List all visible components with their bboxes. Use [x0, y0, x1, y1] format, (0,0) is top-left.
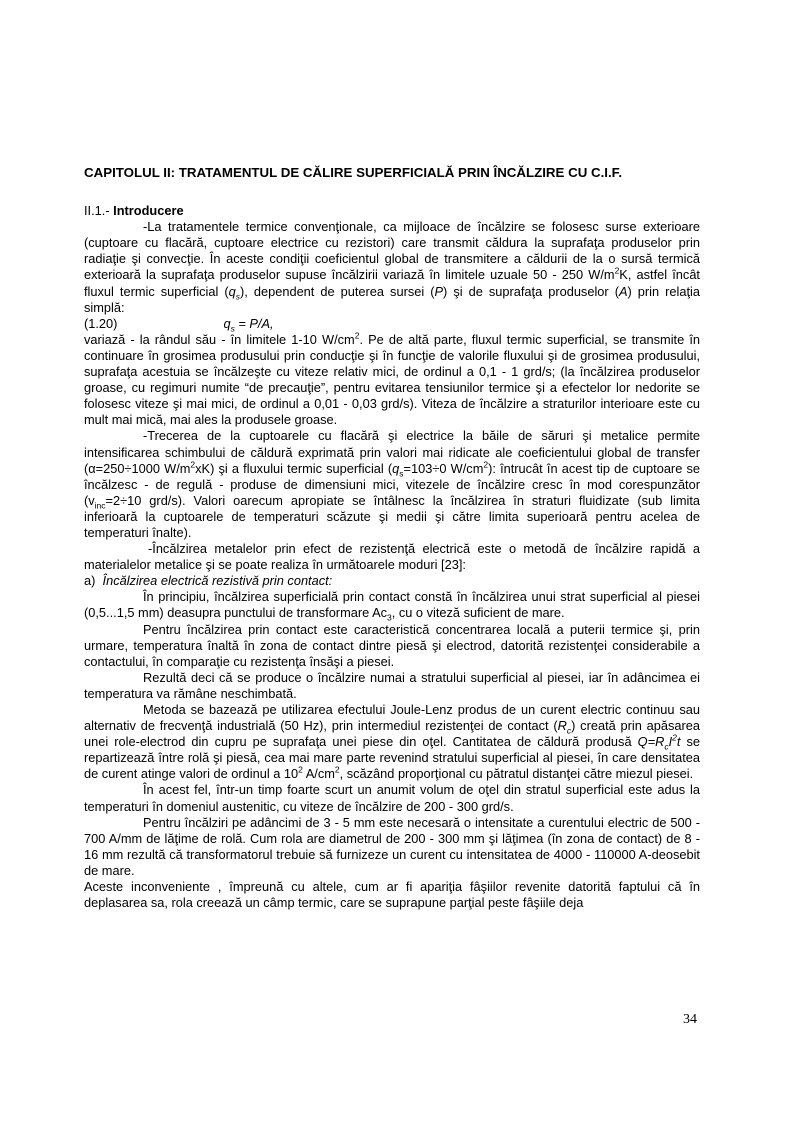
page-number: 34 — [683, 1012, 697, 1027]
section-number: II.1.- — [84, 203, 110, 219]
paragraph: În acest fel, într-un timp foarte scurt un anumit volum de oţel din stratul superficial este adus la temperaturi în domeniul austenitic, cu viteze de încălzire de 200 - 300 grd/s. — [84, 782, 700, 814]
paragraph: Pentru încălziri pe adâncimi de 3 - 5 mm este necesară o intensitate a curentului electric de 500 - 700 A/mm de lăţime de rolă. Cum rola are diametrul de 200 - 300 mm şi lăţimea (în zona de contact) de 8 - 16 mm rezultă că transformatorul trebuie să furnizeze un curent cu intensitatea de 4000 - 110000 A-deosebit de mare. — [84, 814, 700, 878]
chapter-title: CAPITOLUL II: TRATAMENTUL DE CĂLIRE SUPERFICIALĂ PRIN ÎNCĂLZIRE CU C.I.F. — [84, 165, 623, 180]
equation-body: $q_s = P/A$, — [223, 315, 274, 334]
paragraph: variază - la rândul său - în limitele 1-10 $W/cm^2$. Pe de altă parte, fluxul termic superficial, se transmite în continuare în grosimea produsului prin conducţie şi în funcţie de valorile fluxului şi de grosimea produsului, suprafaţa acestuia se încălzeşte cu viteze relativ mici, de ordinul a 0,1 - 1 grd/s; (la încălzirea produselor groase, cu regimuri numite “de precauţie”, pentru evitarea tensiunilor termice şi a efectelor lor nedorite se folosesc viteze şi mai mici, de ordinul a 0,01 - 0,03 grd/s). Viteza de încălzire a straturilor interioare este cu mult mai mică, mai ales la produsele groase. — [84, 330, 700, 428]
paragraph: Pentru încălzirea prin contact este caracteristică concentrarea locală a puterii termice şi, prin urmare, temperatura înaltă în zona de contact dintre piesă şi electrod, datorită rezistenţei considerabile a contactului, în comparaţie cu rezistenţa însăşi a piesei. — [84, 621, 700, 669]
paragraph: -Trecerea de la cuptoarele cu flacără şi electrice la băile de săruri şi metalice permite intensificarea schimbului de căldură exprimată prin valori mai ridicate ale coeficientului global de transfer (α=250÷1000 $W/m^2xK$) şi a fluxului termic superficial ($q_s=103\div 0$ $W/cm^2$): întrucât în acest tip de cuptoare se încălzesc - de regulă - produse de dimensiuni mici, vitezele de încălzire cresc în mod corespunzător ($v_{inc}=2\div 10$ grd/s). Valori oarecum apropiate se întâlnesc la încălzirea în straturi fluidizate (sub limita inferioară la cuptoarele de temperaturi scăzute şi medii şi către limita superioară pentru acelea de temperaturi înalte). — [84, 428, 700, 540]
equation-number: (1.20) — [84, 315, 118, 331]
paragraph: -Încălzirea metalelor prin efect de rezistenţă electrică este o metodă de încălzire rapidă a materialelor metalice şi se poate realiza în următoarele moduri [23]: — [84, 541, 700, 573]
equation — [84, 316, 700, 332]
section-heading — [84, 203, 700, 219]
paragraph: Rezultă deci că se produce o încălzire numai a stratului superficial al piesei, iar în adâncimea ei temperatura va rămâne neschimbată. — [84, 669, 700, 701]
section-title: Introducere — [113, 203, 184, 219]
paragraph: Metoda se bazează pe utilizarea efectului Joule-Lenz produs de un curent electric continuu sau alternativ de frecvenţă industrială (50 Hz), prin intermediul rezistenţei de contact $(R_c)$ creată prin apăsarea unei role-electrod din cupru pe suprafaţa unei piese din oţel. Cantitatea de căldură produsă $Q=R_cI^2t$ se repartizează între rolă şi piesă, cea mai mare parte revenind stratului superficial al piesei, în care densitatea de curent atinge valori de ordinul a $10^2$ $A/cm^2$, scăzând proporţional cu pătratul distanţei către miezul piesei. — [84, 702, 700, 782]
page-body — [84, 165, 700, 911]
paragraph: În principiu, încălzirea superficială prin contact constă în încălzirea unui strat superficial al piesei (0,5...1,5 mm) deasupra punctului de transformare $Ac_3$, cu o viteză suficient de mare. — [84, 589, 700, 623]
paragraph: Aceste inconveniente , împreună cu altele, cum ar fi apariţia fâşiilor revenite datorită faptului că în deplasarea sa, rola creează un câmp termic, care se suprapune parţial peste fâşiile deja — [84, 879, 700, 911]
list-item-a: a) Încălzirea electrică rezistivă prin contact: — [84, 573, 333, 589]
paragraph: -La tratamentele termice convenţionale, ca mijloace de încălzire se folosesc surse exterioare (cuptoare cu flacără, cuptoare electrice cu rezistori) care transmit căldura la suprafaţa produselor prin radiaţie şi convecţie. În aceste condiţii coeficientul global de transmitere a căldurii de la o sursă termică exterioară la suprafaţa produselor supuse încălzirii variază în limitele uzuale 50 - 250 $W/m^2K$, astfel încât fluxul termic superficial $(q_s)$, dependent de puterea sursei (P) şi de suprafaţa produselor (A) prin relaţia simplă: — [84, 219, 700, 315]
